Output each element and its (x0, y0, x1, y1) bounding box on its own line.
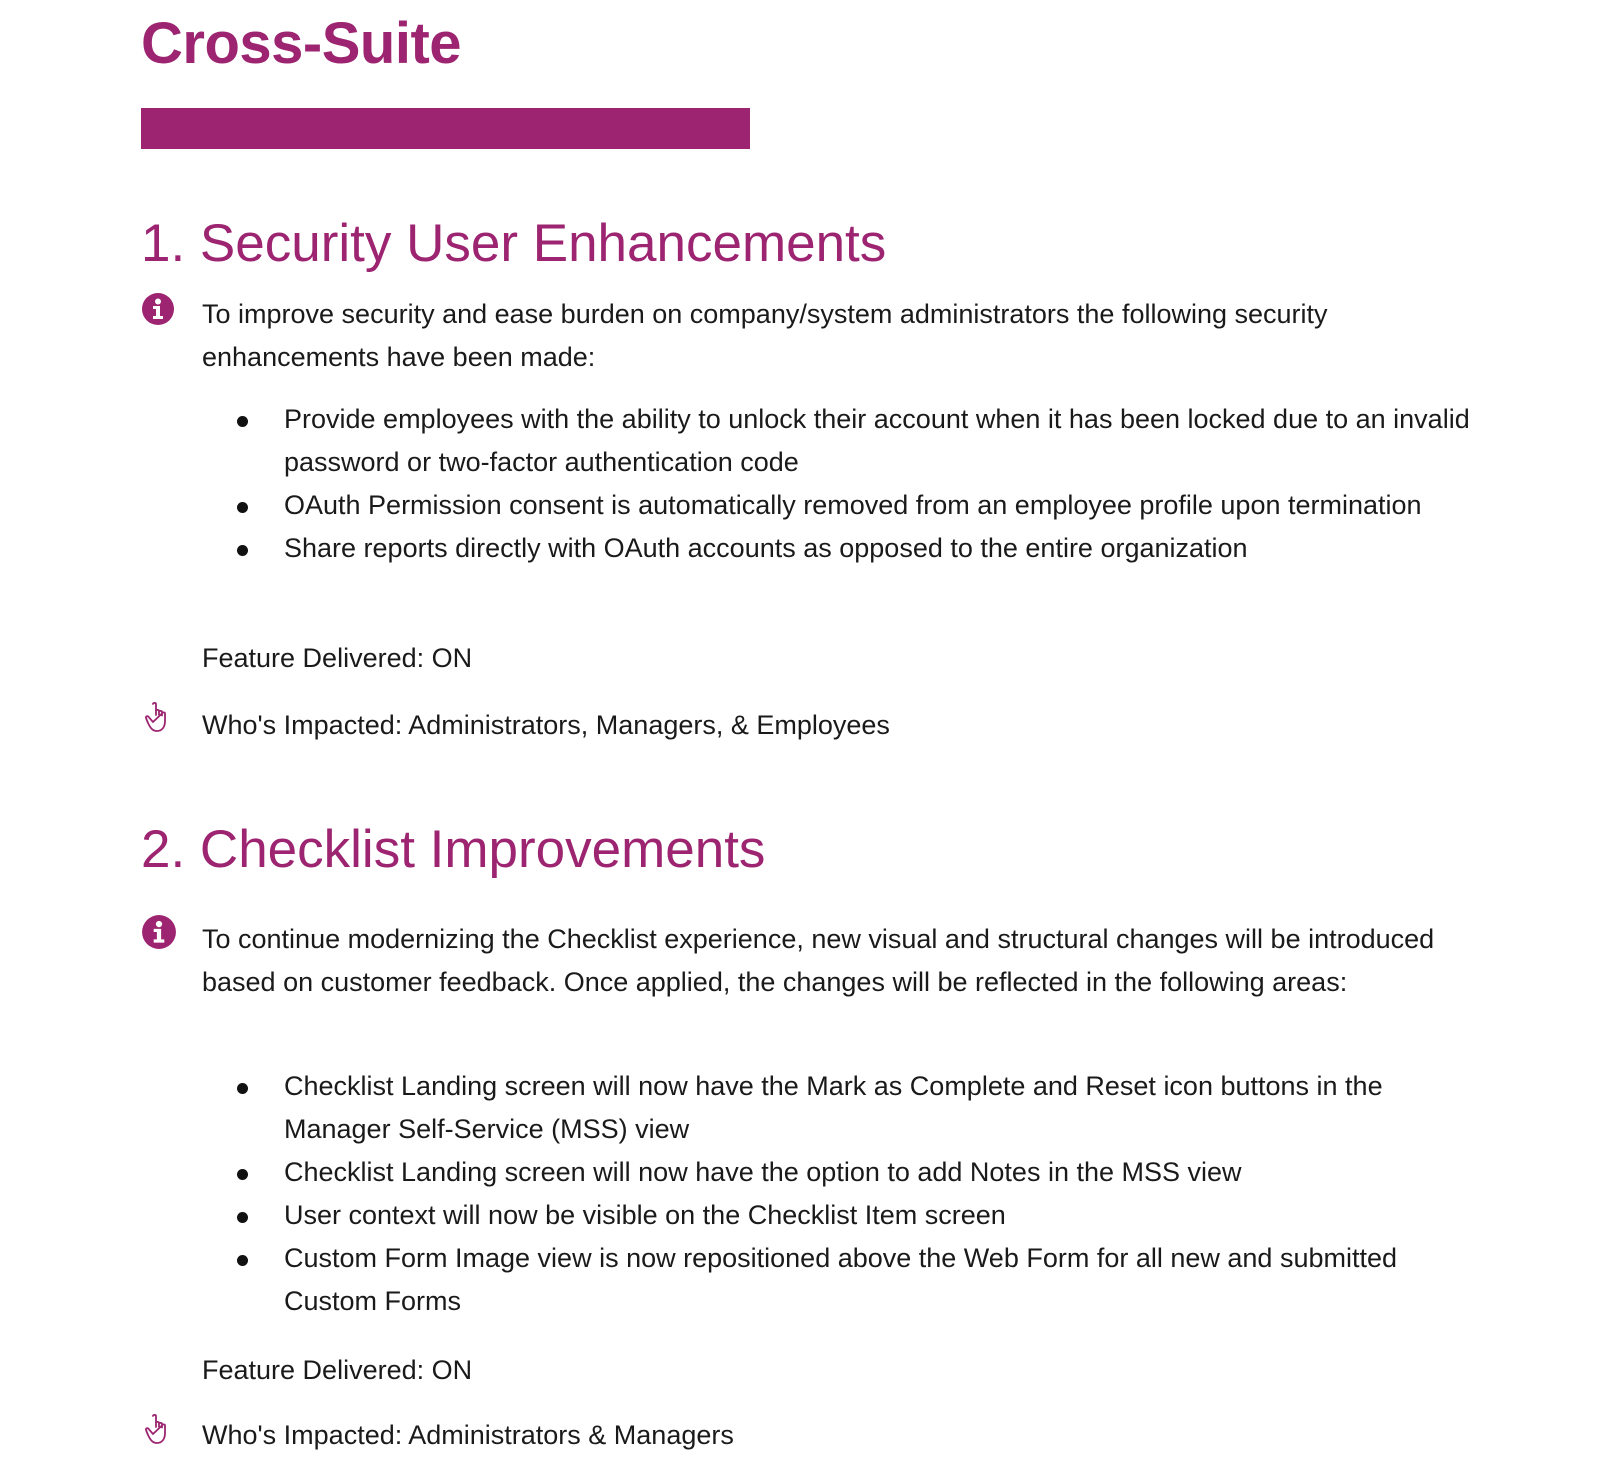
pointing-hand-icon (141, 700, 175, 734)
info-circle-icon (141, 292, 175, 326)
bullet-dot (237, 1255, 248, 1266)
list-item (284, 1237, 1484, 1323)
bullet-list (284, 398, 1484, 570)
bullet-dot (237, 416, 248, 427)
info-circle-icon (141, 914, 175, 948)
document-title: Cross-Suite (141, 11, 462, 76)
list-item-text: OAuth Permission consent is automatically removed from an employee profile upon termination (284, 490, 1422, 520)
feature-delivered: Feature Delivered: ON (202, 643, 473, 673)
bullet-dot (237, 502, 248, 513)
list-item-text: User context will now be visible on the Checklist Item screen (284, 1200, 1006, 1230)
title-accent-bar (141, 108, 750, 149)
bullet-list (284, 1065, 1484, 1323)
list-item (284, 527, 1484, 570)
list-item-text: Checklist Landing screen will now have the Mark as Complete and Reset icon buttons in the Manager Self-Service (MSS) view (284, 1071, 1383, 1144)
bullet-dot (237, 1083, 248, 1094)
list-item (284, 1065, 1484, 1151)
list-item (284, 398, 1484, 484)
section-heading: 1. Security User Enhancements (141, 214, 887, 273)
whos-impacted: Who's Impacted: Administrators, Managers, & Employees (202, 710, 890, 740)
bullet-dot (237, 545, 248, 556)
section-heading: 2. Checklist Improvements (141, 820, 766, 879)
pointing-hand-icon (141, 1412, 175, 1446)
bullet-dot (237, 1212, 248, 1223)
list-item (284, 1151, 1484, 1194)
whos-impacted: Who's Impacted: Administrators & Managers (202, 1420, 734, 1450)
list-item-text: Share reports directly with OAuth accounts as opposed to the entire organization (284, 533, 1248, 563)
list-item (284, 1194, 1484, 1237)
list-item-text: Provide employees with the ability to unlock their account when it has been locked due to an invalid password or two-factor authentication code (284, 404, 1470, 477)
list-item (284, 484, 1484, 527)
feature-delivered: Feature Delivered: ON (202, 1355, 473, 1385)
list-item-text: Checklist Landing screen will now have the option to add Notes in the MSS view (284, 1157, 1242, 1187)
list-item-text: Custom Form Image view is now repositioned above the Web Form for all new and submitted Custom Forms (284, 1243, 1397, 1316)
section-intro: To improve security and ease burden on company/system administrators the following security enhancements have been made: (202, 299, 1328, 372)
bullet-dot (237, 1169, 248, 1180)
section-intro: To continue modernizing the Checklist experience, new visual and structural changes will be introduced based on customer feedback. Once applied, the changes will be reflected in the following areas: (202, 924, 1435, 997)
